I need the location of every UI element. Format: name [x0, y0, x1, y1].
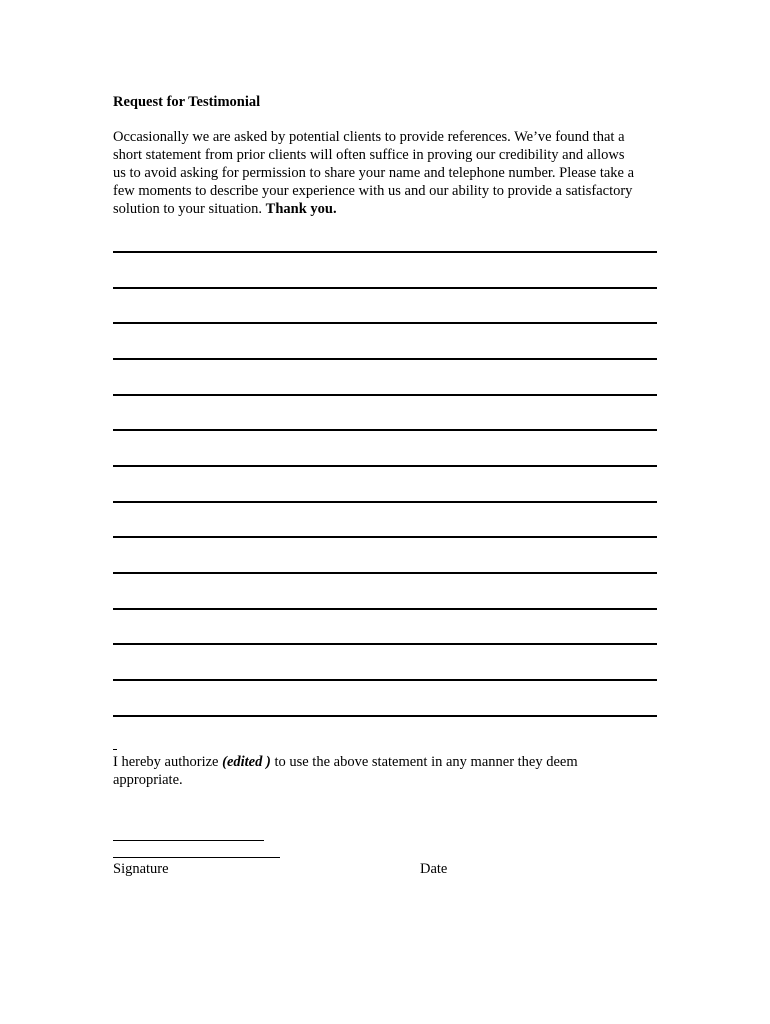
authorize-prefix: I hereby authorize [113, 754, 219, 770]
intro-line: few moments to describe your experience with us and our ability to provide a satisfactory [113, 183, 633, 199]
intro-last-text: solution to your situation. [113, 201, 263, 217]
intro-line: us to avoid asking for permission to share your name and telephone number. Please take a [113, 165, 635, 181]
testimonial-line[interactable] [113, 394, 657, 396]
testimonial-line[interactable] [113, 287, 657, 289]
edited-name: (edited ) [222, 754, 271, 770]
authorization-line-2: appropriate. [113, 772, 183, 788]
intro-paragraph [113, 128, 673, 218]
signature-line[interactable] [113, 857, 280, 858]
intro-line: short statement from prior clients will often suffice in proving our credibility and allows [113, 147, 625, 163]
testimonial-line[interactable] [113, 608, 657, 610]
intro-line: Occasionally we are asked by potential clients to provide references. We’ve found that a [113, 129, 625, 145]
testimonial-line[interactable] [113, 572, 657, 574]
text-cursor-mark [113, 749, 117, 750]
thank-you-text: Thank you. [265, 201, 337, 217]
testimonial-line[interactable] [113, 429, 657, 431]
authorize-suffix: to use the above statement in any manner they deem [274, 754, 578, 770]
testimonial-line[interactable] [113, 358, 657, 360]
testimonial-line[interactable] [113, 465, 657, 467]
authorization-statement [113, 753, 673, 789]
testimonial-line[interactable] [113, 501, 657, 503]
date-label: Date [420, 861, 448, 877]
testimonial-line[interactable] [113, 322, 657, 324]
testimonial-line[interactable] [113, 679, 657, 681]
signature-line-upper[interactable] [113, 840, 264, 841]
testimonial-line[interactable] [113, 715, 657, 717]
intro-line-last [113, 200, 673, 218]
signature-label: Signature [113, 861, 169, 877]
testimonial-line[interactable] [113, 251, 657, 253]
document-title: Request for Testimonial [113, 94, 261, 110]
authorization-line [113, 753, 673, 771]
testimonial-line[interactable] [113, 643, 657, 645]
testimonial-line[interactable] [113, 536, 657, 538]
